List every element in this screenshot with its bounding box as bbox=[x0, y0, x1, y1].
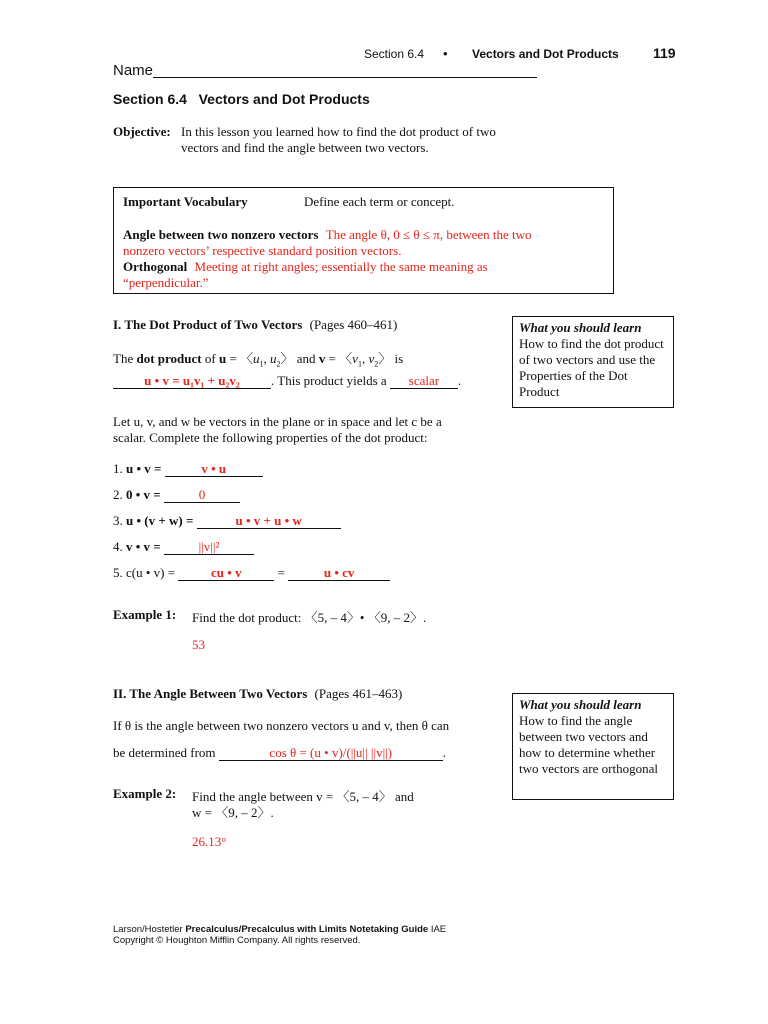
example2-answer: 26.13° bbox=[192, 834, 227, 849]
vocab-def-orthogonal-1: Meeting at right angles; essentially the same meaning as bbox=[194, 259, 488, 274]
name-line bbox=[153, 77, 537, 78]
property-5: 5. c(u • v) = cu • v = u • cv bbox=[113, 565, 390, 581]
side-box-2 bbox=[512, 693, 674, 800]
yields-answer: scalar bbox=[390, 373, 458, 389]
vocab-def-angle-1: The angle θ, 0 ≤ θ ≤ π, between the two bbox=[325, 227, 532, 242]
intro-d: is bbox=[394, 351, 404, 366]
intro-c: of bbox=[204, 351, 216, 366]
page-number: 119 bbox=[653, 45, 676, 61]
property-3-answer: u • v + u • w bbox=[197, 513, 341, 529]
property-5-answer-1: cu • v bbox=[178, 565, 274, 581]
let-line-1: Let u, v, and w be vectors in the plane or in space and let c be a bbox=[113, 414, 442, 429]
example2-label: Example 2: bbox=[113, 786, 177, 801]
let-line-2: scalar. Complete the following properties of the dot product: bbox=[113, 430, 428, 445]
objective-line1: In this lesson you learned how to find the dot product of two bbox=[181, 124, 496, 139]
footer-line1: Larson/Hostetler Precalculus/Precalculus with Limits Notetaking Guide IAE bbox=[113, 924, 447, 935]
footer-line2: Copyright © Houghton Mifflin Company. All rights reserved. bbox=[113, 935, 361, 946]
side1-heading: What you should learn bbox=[519, 320, 642, 335]
example1-text: Find the dot product: 〈5, – 4〉• 〈9, – 2〉. bbox=[192, 610, 427, 625]
header-title: Vectors and Dot Products bbox=[472, 47, 619, 61]
part1-pages: (Pages 460–461) bbox=[309, 317, 398, 332]
intro-a: The bbox=[113, 351, 134, 366]
vocabulary-box bbox=[113, 187, 614, 294]
vocab-def-angle-2: nonzero vectors’ respective standard position vectors. bbox=[123, 243, 402, 258]
side1-body: How to find the dot product of two vectors and use the Properties of the Dot Product bbox=[519, 336, 664, 399]
part2-line2-prefix: be determined from bbox=[113, 745, 216, 760]
objective-line2: vectors and find the angle between two vectors. bbox=[181, 140, 429, 155]
yields-text: . This product yields a bbox=[271, 373, 387, 388]
side-box-1 bbox=[512, 316, 674, 408]
part2-heading: II. The Angle Between Two Vectors bbox=[113, 686, 308, 701]
objective-label: Objective: bbox=[113, 124, 171, 139]
side2-body: How to find the angle between two vectors and how to determine whether two vectors are orthogonal bbox=[519, 713, 658, 776]
property-1: 1. u • v = v • u bbox=[113, 461, 263, 477]
header-section: Section 6.4 bbox=[364, 47, 425, 61]
vocab-heading: Important Vocabulary bbox=[123, 194, 248, 209]
property-4: 4. v • v = ||v||² bbox=[113, 539, 254, 555]
example2-line1: Find the angle between v = 〈5, – 4〉 and bbox=[192, 789, 414, 804]
vocab-term-orthogonal: Orthogonal bbox=[123, 259, 188, 274]
angle-formula-answer: cos θ = (u • v)/(||u|| ||v||) bbox=[219, 745, 443, 761]
property-2-answer: 0 bbox=[164, 487, 240, 503]
side2-heading: What you should learn bbox=[519, 697, 642, 712]
intro-dot-product: dot product bbox=[136, 351, 202, 366]
dot-product-formula-answer: u • v = u₁v₁ + u₂v₂ bbox=[113, 373, 271, 389]
vocab-term-angle: Angle between two nonzero vectors bbox=[123, 227, 319, 242]
property-4-answer: ||v||² bbox=[164, 539, 254, 555]
property-2: 2. 0 • v = 0 bbox=[113, 487, 240, 503]
part2-line1: If θ is the angle between two nonzero vectors u and v, then θ can bbox=[113, 718, 450, 733]
property-1-answer: v • u bbox=[165, 461, 263, 477]
property-5-answer-2: u • cv bbox=[288, 565, 390, 581]
name-label: Name bbox=[113, 62, 154, 79]
property-3: 3. u • (v + w) = u • v + u • w bbox=[113, 513, 341, 529]
section-title: Section 6.4 Vectors and Dot Products bbox=[113, 91, 370, 107]
header-bullet: • bbox=[443, 46, 448, 61]
vocab-def-orthogonal-2: “perpendicular.” bbox=[123, 275, 209, 290]
part1-heading: I. The Dot Product of Two Vectors bbox=[113, 317, 303, 332]
part2-pages: (Pages 461–463) bbox=[314, 686, 403, 701]
example1-answer: 53 bbox=[192, 637, 205, 652]
vocab-instruction: Define each term or concept. bbox=[304, 194, 455, 209]
example1-label: Example 1: bbox=[113, 607, 177, 622]
example2-line2: w = 〈9, – 2〉. bbox=[192, 805, 274, 820]
